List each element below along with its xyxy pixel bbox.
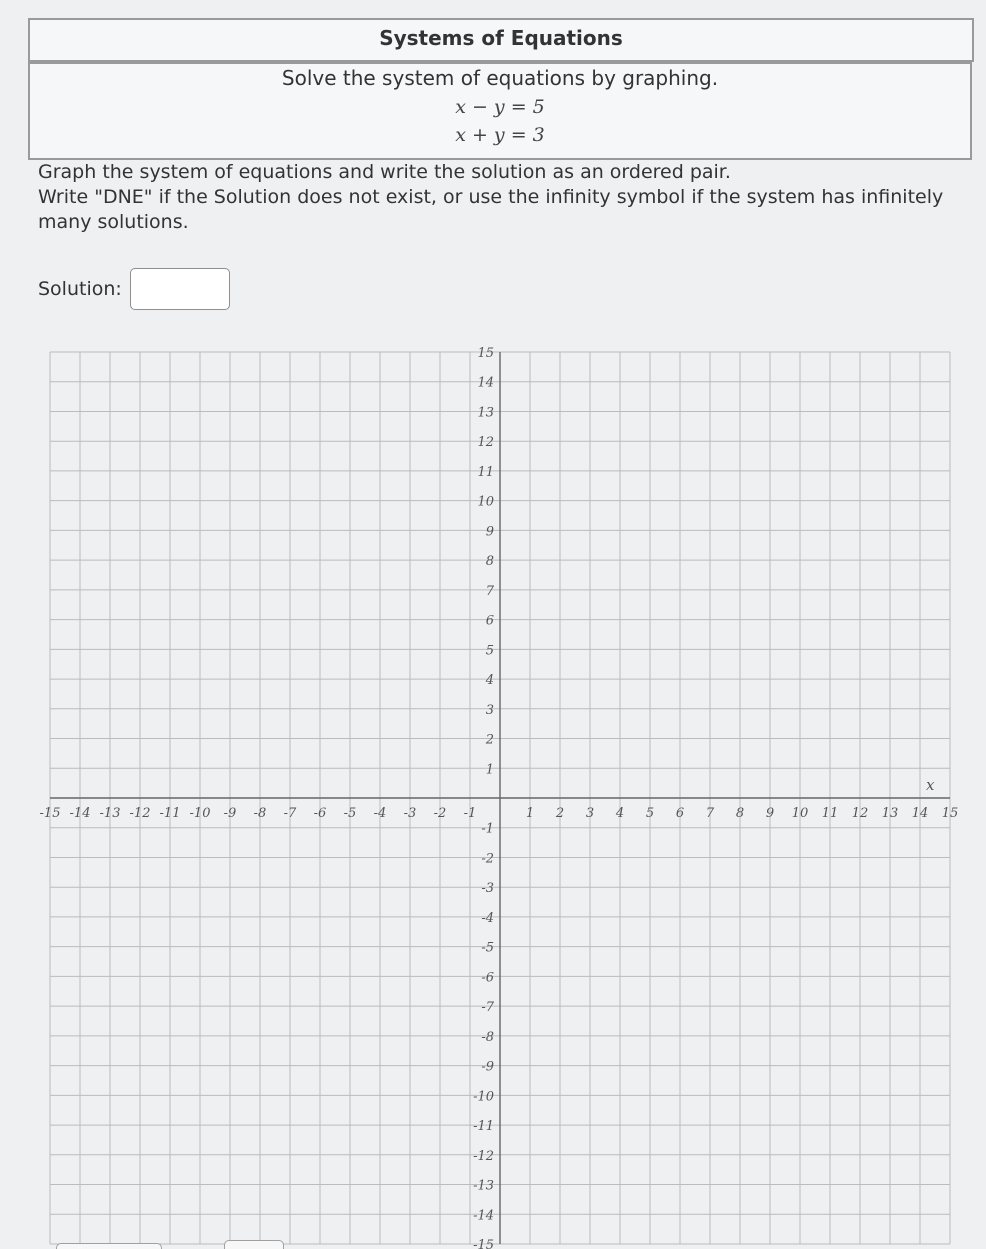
x-tick-labels [40,806,959,821]
y-tick-label: 1 [485,762,494,778]
y-tick-label: -8 [481,1029,494,1045]
x-tick-label: -7 [283,806,297,821]
x-tick-label: 12 [851,806,869,821]
y-tick-label: 2 [485,732,494,748]
equation-2: x + y = 3 [455,124,545,146]
x-tick-label: -8 [253,806,267,821]
y-tick-label: -4 [481,910,494,926]
x-tick-label: 11 [821,806,839,821]
x-tick-label: -5 [343,806,357,821]
x-tick-label: 6 [675,806,685,821]
y-tick-label: -9 [481,1059,494,1075]
solution-label: Solution: [38,278,122,300]
problem-instruction: Solve the system of equations by graphing. [281,66,719,90]
y-tick-label: -7 [481,1000,494,1016]
y-tick-label: 9 [485,524,494,540]
x-tick-label: 14 [911,806,929,821]
x-tick-label: 8 [735,806,745,821]
y-tick-label: 5 [485,643,494,659]
y-tick-label: 12 [477,435,494,451]
y-tick-label: 11 [477,464,494,480]
x-tick-label: 7 [705,806,715,821]
x-tick-label: -15 [39,806,61,821]
y-tick-label: -14 [473,1208,494,1224]
directions-line-1: Graph the system of equations and write the solution as an ordered pair. [38,161,731,183]
x-tick-label: 15 [941,806,959,821]
x-tick-label: -4 [373,806,387,821]
x-tick-label: 5 [645,806,655,821]
x-tick-label: 1 [525,806,535,821]
y-tick-label: -6 [481,970,494,986]
y-tick-label: 4 [485,673,494,689]
y-tick-label: 15 [477,346,494,361]
y-tick-label: 6 [485,613,494,629]
x-axis-label: x [926,776,935,794]
y-tick-label: 10 [477,494,494,510]
x-tick-label: -13 [99,806,121,821]
directions-line-2: Write "DNE" if the Solution does not exist, or use the infinity symbol if the system has infinitely many solutions. [38,186,944,233]
x-tick-label: -2 [433,806,447,821]
x-tick-label: 13 [881,806,899,821]
bottom-button-right[interactable] [224,1240,284,1249]
y-tick-label: -12 [473,1148,494,1164]
x-tick-label: 10 [791,806,809,821]
y-tick-label: 8 [485,554,494,570]
page-title: Systems of Equations [379,26,623,50]
x-tick-label: -9 [223,806,237,821]
y-tick-label: -5 [481,940,494,956]
y-tick-label: 14 [477,375,494,391]
y-tick-label: -11 [473,1119,494,1135]
y-tick-label: -10 [473,1089,494,1105]
x-tick-label: -10 [189,806,211,821]
x-tick-label: -6 [313,806,327,821]
y-tick-label: -3 [481,881,494,897]
y-tick-label: -1 [481,821,494,837]
bottom-button-left[interactable] [56,1243,162,1249]
y-tick-label: 13 [477,405,494,421]
axes [50,352,950,1244]
x-tick-label: -14 [69,806,91,821]
x-tick-label: -12 [129,806,151,821]
x-tick-label: 2 [555,806,565,821]
y-tick-label: -2 [481,851,494,867]
x-tick-label: 3 [585,806,595,821]
y-tick-label: -13 [473,1178,494,1194]
x-tick-label: -1 [463,806,477,821]
x-tick-label: 9 [765,806,775,821]
x-tick-label: 4 [615,806,625,821]
x-tick-label: -3 [403,806,417,821]
y-tick-label: 7 [485,583,494,599]
y-tick-label: -15 [473,1238,494,1249]
y-tick-label: 3 [485,702,494,718]
equation-1: x − y = 5 [455,96,545,118]
x-tick-label: -11 [159,806,181,821]
